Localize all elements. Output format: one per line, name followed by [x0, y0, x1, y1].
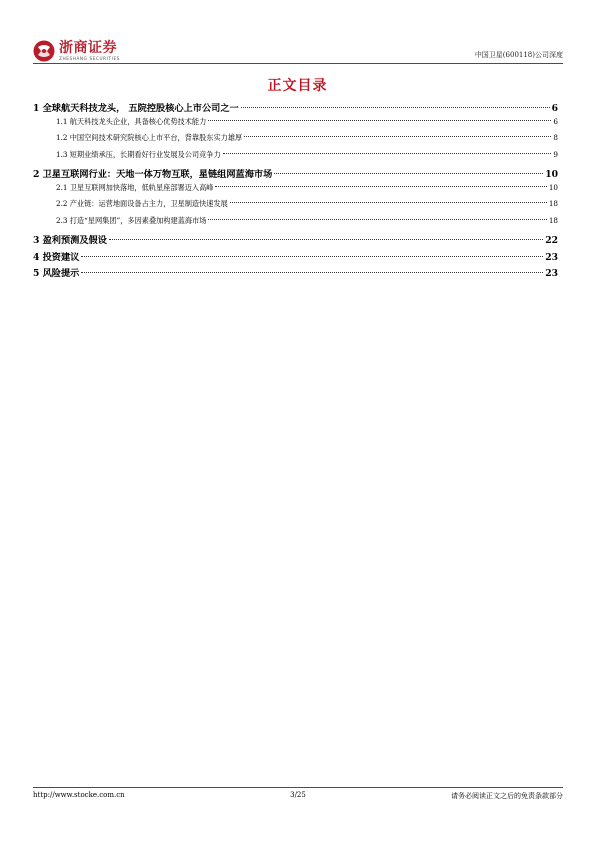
toc-entry-page: 18 [548, 215, 558, 225]
logo-emblem-icon [33, 40, 55, 62]
page-header [33, 38, 563, 64]
toc-leader-dots [223, 153, 552, 154]
toc-entry-title: 1 全球航天科技龙头， 五院控股核心上市公司之一 [33, 103, 239, 114]
report-title: 中国卫星(600118)公司深度 [474, 51, 563, 59]
toc-entry-title: 1.2 中国空间技术研究院核心上市平台，背靠股东实力雄厚 [56, 133, 243, 142]
logo-chinese-name: 浙商证券 [59, 40, 117, 56]
toc-entry-page: 10 [545, 169, 558, 180]
toc-entry-page: 8 [553, 133, 558, 142]
toc-entry-1-1[interactable] [33, 117, 558, 134]
toc-entry-title: 2.3 打造“星网集团”，多因素叠加构建蓝海市场 [56, 215, 207, 225]
toc-leader-dots [244, 136, 551, 137]
toc-leader-dots [274, 173, 543, 174]
toc-leader-dots [81, 256, 543, 257]
toc-entry-1-3[interactable] [33, 150, 558, 167]
toc-entry-title: 2.2 产业链：运营地面设备占主力，卫星制造快速发展 [56, 199, 228, 208]
toc-leader-dots [230, 202, 547, 203]
toc-entry-page: 23 [545, 251, 558, 263]
toc-entry-page: 23 [545, 268, 558, 279]
toc-entry-page: 6 [553, 116, 558, 126]
toc-entry-title: 2 卫星互联网行业：天地一体万物互联，星链组网蓝海市场 [33, 169, 273, 180]
toc-entry-page: 9 [553, 149, 558, 159]
toc-entry-2-1[interactable] [33, 183, 558, 200]
toc-entry-title: 1.3 短期业绩承压，长期看好行业发展及公司竞争力 [56, 149, 221, 159]
toc-leader-dots [208, 120, 551, 121]
page-number: 3/25 [290, 791, 306, 799]
toc-entry-1-2[interactable] [33, 133, 558, 150]
toc-entry-title: 2.1 卫星互联网加快落地，低轨星座部署迈入高峰 [56, 182, 214, 192]
toc-entry-page: 6 [551, 103, 558, 114]
footer-divider [33, 787, 563, 788]
toc-entry-title: 1.1 航天科技龙头企业，具备核心优势技术能力 [56, 116, 207, 126]
toc-entry-2-2[interactable] [33, 199, 558, 216]
toc-entry-3[interactable] [33, 232, 558, 249]
page-footer [33, 791, 563, 803]
toc-entry-page: 22 [545, 235, 558, 246]
toc-entry-2-3[interactable] [33, 216, 558, 233]
toc-entry-page: 18 [548, 199, 558, 208]
toc-entry-5[interactable] [33, 265, 558, 282]
toc-entry-2[interactable] [33, 166, 558, 183]
toc-heading: 正文目录 [267, 78, 328, 94]
website-link[interactable]: http://www.stocke.com.cn [33, 791, 125, 799]
disclaimer-text: 请务必阅读正文之后的免责条款部分 [451, 792, 563, 800]
toc-entry-title: 5 风险提示 [33, 268, 80, 279]
toc-entry-title: 4 投资建议 [33, 251, 80, 263]
toc-entry-page: 10 [548, 182, 558, 192]
header-divider [33, 63, 563, 64]
toc-entry-4[interactable] [33, 249, 558, 266]
toc-leader-dots [215, 186, 546, 187]
toc-leader-dots [109, 239, 543, 240]
toc-leader-dots [241, 107, 550, 108]
toc-entry-title: 3 盈利预测及假设 [33, 235, 107, 246]
toc-entry-1[interactable] [33, 100, 558, 117]
logo-english-name: ZHESHANG SECURITIES [59, 56, 120, 61]
table-of-contents [33, 100, 558, 282]
toc-leader-dots [208, 219, 546, 220]
toc-leader-dots [81, 272, 543, 273]
company-logo [33, 38, 120, 64]
